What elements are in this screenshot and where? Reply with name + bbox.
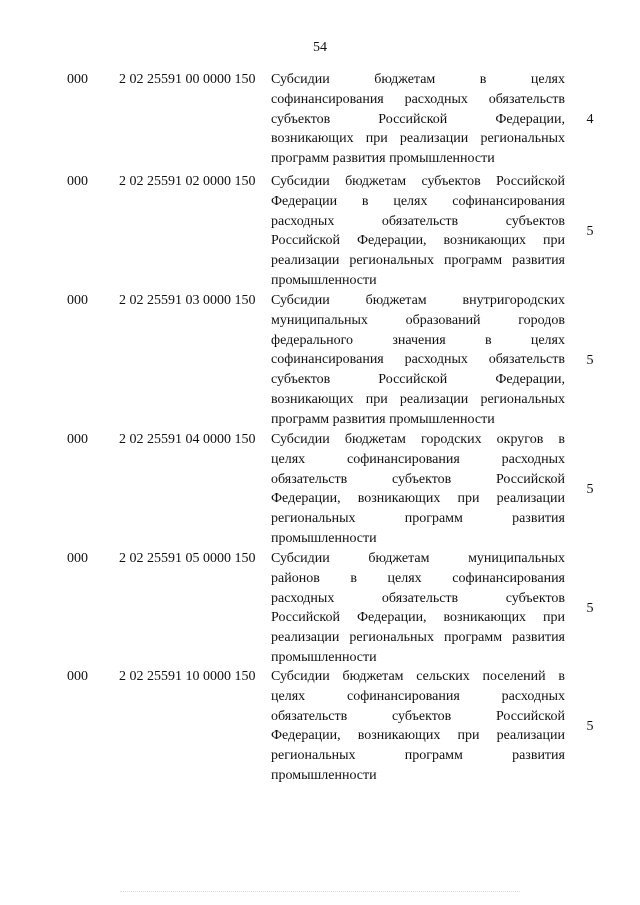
description-line: реализации региональных программ развития [271,253,565,269]
description-line: Федерации, возникающих при реализации [271,491,565,507]
description-line: субъектов Российской Федерации, [271,372,565,388]
description-line: Российской Федерации, возникающих при [271,233,565,249]
budget-classification-code-cell: 2 02 25591 04 0000 150 [119,432,256,447]
admin-code-cell: 000 [67,432,88,447]
description-line: расходных обязательств субъектов [271,213,565,229]
budget-classification-code-cell: 2 02 25591 02 0000 150 [119,174,256,189]
value-cell: 5 [586,719,594,734]
budget-classification-code-cell: 2 02 25591 10 0000 150 [119,669,256,684]
admin-code-cell: 000 [67,174,88,189]
description-line: Федерации, возникающих при реализации [271,728,565,744]
description-line: промышленности [271,767,377,783]
description-line: районов в целях софинансирования [271,570,565,586]
income-description-cell [271,667,565,786]
admin-code-cell: 000 [67,72,88,87]
admin-code-cell: 000 [67,669,88,684]
description-line: расходных обязательств субъектов [271,590,565,606]
value-cell: 5 [586,601,594,616]
description-line: программ развития промышленности [271,151,495,167]
description-line: реализации региональных программ развития [271,630,565,646]
scan-artifact [120,891,520,898]
description-line: целях софинансирования расходных [271,688,565,704]
value-cell: 5 [586,224,594,239]
description-line: обязательств субъектов Российской [271,471,565,487]
description-line: целях софинансирования расходных [271,451,565,467]
page-number: 54 [313,40,327,55]
budget-classification-code-cell: 2 02 25591 03 0000 150 [119,293,256,308]
value-cell: 5 [586,482,594,497]
description-line: Субсидии бюджетам муниципальных [271,551,565,566]
admin-code-cell: 000 [67,551,88,566]
description-line: промышленности [271,649,377,665]
description-line: Субсидии бюджетам внутригородских [271,293,565,308]
description-line: промышленности [271,272,377,288]
description-line: софинансирования расходных обязательств [271,91,565,107]
description-line: возникающих при реализации региональных [271,391,565,407]
budget-classification-code-cell: 2 02 25591 00 0000 150 [119,72,256,87]
description-line: региональных программ развития [271,748,565,764]
description-line: Субсидии бюджетам в целях [271,72,565,87]
budget-classification-code-cell: 2 02 25591 05 0000 150 [119,551,256,566]
description-line: Федерации в целях софинансирования [271,193,565,209]
admin-code-cell: 000 [67,293,88,308]
description-line: Субсидии бюджетам субъектов Российской [271,174,565,189]
description-line: федерального значения в целях [271,332,565,348]
description-line: программ развития промышленности [271,411,495,427]
income-description-cell [271,172,565,291]
description-line: промышленности [271,530,377,546]
description-line: муниципальных образований городов [271,312,565,328]
description-line: софинансирования расходных обязательств [271,352,565,368]
value-cell: 5 [586,353,594,368]
income-description-cell [271,549,565,668]
income-description-cell [271,291,565,430]
description-line: региональных программ развития [271,511,565,527]
income-description-cell [271,70,565,169]
income-description-cell [271,430,565,549]
description-line: Российской Федерации, возникающих при [271,610,565,626]
value-cell: 4 [586,112,594,127]
description-line: субъектов Российской Федерации, [271,111,565,127]
description-line: Субсидии бюджетам сельских поселений в [271,669,565,684]
description-line: обязательств субъектов Российской [271,708,565,724]
description-line: возникающих при реализации региональных [271,131,565,147]
description-line: Субсидии бюджетам городских округов в [271,432,565,447]
